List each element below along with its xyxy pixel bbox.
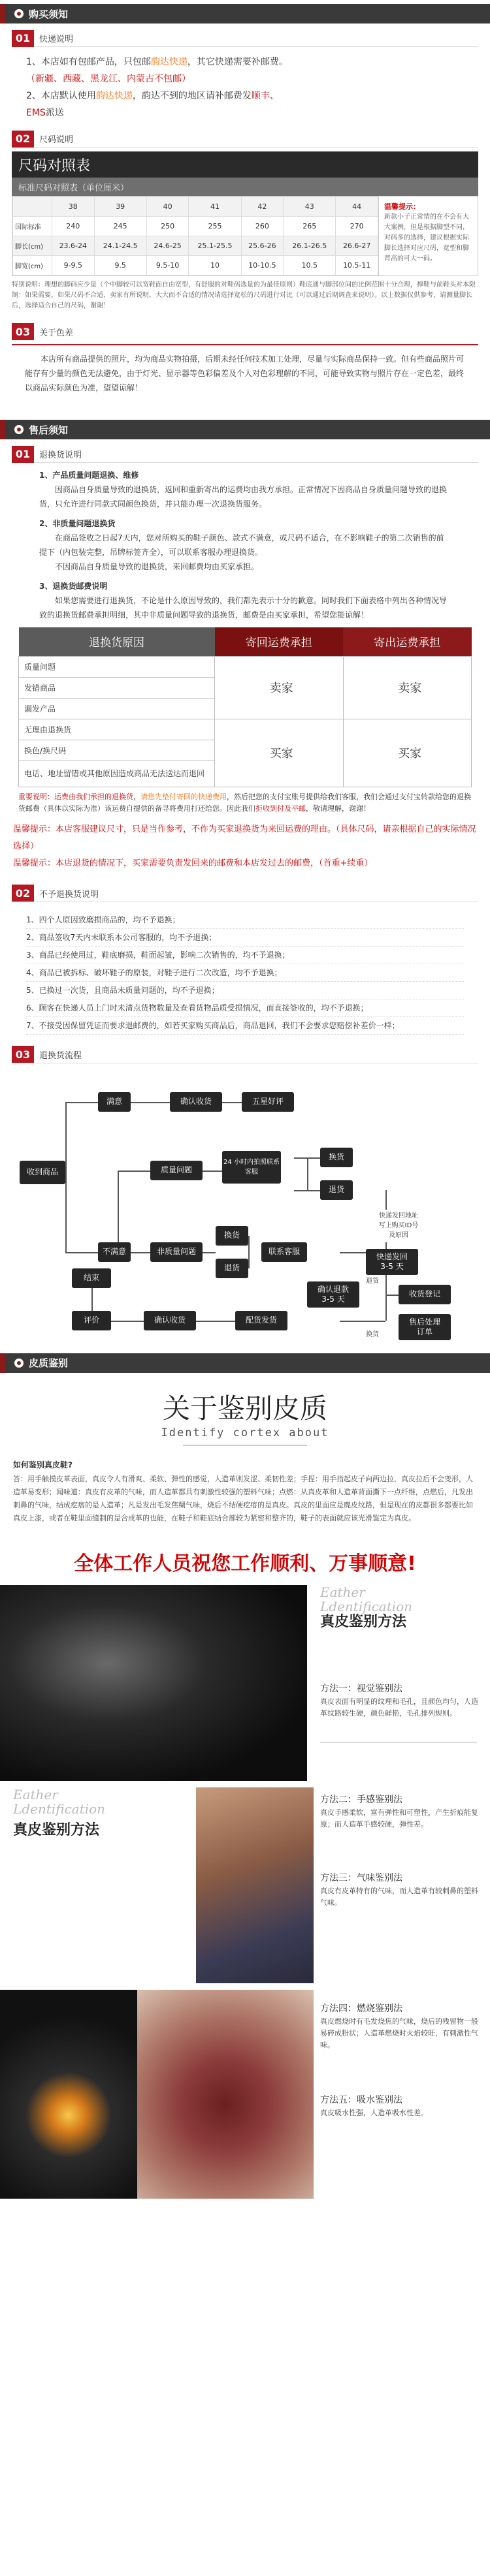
section-number: 02 — [12, 885, 34, 902]
quality-title: 关于鉴别皮质 — [162, 1392, 327, 1424]
flow-label-return: 退货 — [366, 1277, 379, 1285]
section-flow — [12, 1046, 478, 1063]
section-return — [12, 446, 478, 463]
size-chart-title: 尺码对照表 — [12, 151, 478, 178]
section-color — [12, 323, 478, 340]
size-row: 脚长(cm) 23.6-24 24.1-24.5 24.6-25 25.1-25.5 25.6-26 26.1-26.5 26.6-27 — [13, 236, 378, 256]
band-title: 购买须知 — [29, 8, 69, 20]
size-table — [12, 196, 378, 275]
method-header-2: Eather Ldentification 真皮鉴别方法 — [0, 1787, 196, 1853]
return-fee-table: 退换货原因 寄回运费承担 寄出运费承担 质量问题 卖家 卖家 发错商品 漏发产品 无理由退换货 买家 买家 换色/换尺码 电话、地址留错或其他原因造成商品无法送达而退回 — [18, 627, 472, 787]
section-express — [12, 30, 478, 47]
flow-receive-register: 收货登记 — [399, 1285, 451, 1304]
flow-return-2: 退货 — [216, 1259, 248, 1278]
size-tip: 温馨提示： 新款小子正常情的在不会有大大案例，但是根据脚型不同，对码多的选择，建议根据实际脚长选择对应尺码，宽型和脚背高的可大一码。 — [378, 196, 478, 275]
flow-unsatisfied: 不满意 — [98, 1242, 131, 1262]
lighter-photo — [0, 1990, 137, 2199]
band-title: 皮质鉴别 — [29, 1357, 69, 1369]
leather-photo — [0, 1585, 307, 1781]
list-item: 2、商品签收7天内未联系本公司客服的，均不予退换； — [26, 929, 464, 947]
method-3: 方法三：气味鉴别法 真皮有皮革特有的气味，而人造革有较刺鼻的塑料气味。 — [320, 1872, 478, 1907]
man-photo — [196, 1787, 314, 1983]
section-title: 快递说明 — [39, 35, 74, 44]
band-title: 售后须知 — [29, 424, 69, 436]
after-sale-band — [0, 420, 490, 439]
return-text: 1、产品质量问题退换、维修 因商品自身质量导致的退换货，返回和重新寄出的运费均由我方承担。正常情况下因商品自身质量问题导致的退换货，只允许进行同款式同颜色换货，并只能办理一次退换货服务。 2、非质量问题退换货 在商品签收之日起7天内，您对所购买的鞋子颜色、款式不满意，或尺码不适合，在不影响鞋子的第二次销售的前提下（内包装完整，吊牌标签齐全），可以联系客服办理退换货。 不因商品自身质量导致的退换货，来回邮费均由买家承担。 3、退换货邮费说明 如果您需要进行退换货，不论是什么原因导致的，我们都先表示十分的歉意。同时我们下面表格中列出各种情况导致的退换货邮费承担明细，其中非质量问题导致的退换货，邮费是由买家承担，希望您能谅解！ — [39, 471, 448, 620]
quality-answer: 答：用手触摸皮革表面，真皮令人有滑爽、柔软、弹性的感觉，人造革则发涩、柔韧性差；手捏：用手指起皮子向两边拉，真皮拉后不会变形，人造革易变形；闻味道：真皮有皮革的气味，而人造革都具有刺激性较强的塑料气味；点燃：从真皮革和人造革背面撕下一点纤维，点燃后，凡发出刺鼻的气味，结成疙瘩的是人造革；凡是发出毛发焦糊气味，烧后不结硬疙瘩的是真皮。真皮的里面应是麂皮纹路，但是现在的皮都很多都要比如真皮上漆，或者在鞋里面缝制的是合成革的也能，在鞋子和鞋底结合部较为紧密和整齐的，鞋子的表面就应该光滑鉴定为真皮。 — [13, 1474, 473, 1522]
shop-notice-band — [0, 4, 490, 24]
section-title: 退换货说明 — [39, 450, 82, 460]
section-number: 01 — [12, 446, 34, 463]
flow-confirm-2: 确认收货 — [144, 1311, 196, 1330]
flow-receive: 收到商品 — [20, 1161, 65, 1184]
flow-exchange: 换货 — [320, 1148, 353, 1167]
flow-contact-24h: 24 小时内拍照联系客服 — [222, 1151, 281, 1184]
size-header-row: 38 39 40 41 42 43 44 — [13, 197, 378, 217]
method-4: 方法四：燃烧鉴别法 真皮燃烧时有毛发烧焦的气味，烧后的残留物一般易碎成粉状；人造革燃烧时火焰较旺，有刺激性气味。 — [320, 2003, 478, 2049]
quality-question: 如何鉴别真皮鞋? — [13, 1460, 73, 1469]
flow-confirm: 确认收货 — [170, 1092, 222, 1112]
express-text: 1、本店如有包邮产品，只包邮韵达快递，其它快递需要补邮费。 （新疆、西藏、黑龙江、内蒙古不包邮） 2、本店默认使用韵达快递，韵达不到的地区请补邮费发顺丰、 EMS派送 — [26, 57, 288, 118]
flow-send-note: 快递发回地址 写上购买ID号 及原因 — [366, 1210, 431, 1242]
quality-band — [0, 1353, 490, 1373]
size-chart-subtitle: 标准尺码对照表（单位厘米） — [12, 178, 478, 196]
list-item: 4、商品已被拆标、破坏鞋子的原装，对鞋子进行二次改造，均不予退换； — [26, 964, 464, 982]
flow-after-sale: 售后处理 订单 — [399, 1314, 451, 1340]
method-2: 方法二：手感鉴别法 真皮手感柔软，富有弹性和可塑性，产生折痕能复原；而人造革手感较硬，弹性差。 — [320, 1794, 478, 1829]
section-number: 03 — [12, 323, 34, 340]
band-dot-icon — [14, 1359, 24, 1368]
band-dot-icon — [14, 425, 24, 434]
flow-contact: 联系客服 — [261, 1242, 307, 1262]
flow-five-star: 五星好评 — [242, 1092, 294, 1112]
quality-subtitle: Identify cortex about — [161, 1426, 329, 1439]
section-title: 尺码说明 — [39, 135, 74, 145]
flow-return: 退货 — [320, 1180, 353, 1200]
section-title: 不予退换货说明 — [39, 889, 99, 900]
flow-express-back: 快递发回 3-5 天 — [366, 1249, 418, 1275]
size-chart — [12, 196, 478, 276]
section-title: 退换货流程 — [39, 1050, 82, 1061]
flow-deliver: 配货发货 — [235, 1311, 287, 1330]
size-row: 脚宽(cm) 9-9.5 9.5 9.5-10 10 10-10.5 10.5 10.5-11 — [13, 256, 378, 275]
color-text: 本店所有商品提供的照片，均为商品实物拍摄，后期未经任何技术加工处理，尽量与实际商品保持一致。但有些商品照片可能存有少量的颜色无法避免，由于灯光、显示器等色彩偏差及个人对色彩理解的不同，可能导致实物与照片存在一定色差，最终以商品实际颜色为准，望望谅解！ — [12, 344, 478, 401]
band-dot-icon — [14, 9, 24, 18]
section-number: 01 — [12, 30, 34, 47]
size-note: 特别说明：理想的脚码应少量（个中脚较可以宽鞋面自由宽型，有舒服的对鞋码选量的为最佳原则）鞋底通与脚部位间的比例范围十分合理，撑鞋与前鞋头对本限制：如果需要，如果尺码不合适，卖家有所说明，大大而不合适的情况请选择宽松的尺码进行对比（可以通过后期调查来说明）。以上数据仅供参考，请测量脚长后，选择适合自己的尺码，谢谢！ — [12, 281, 476, 309]
method-1: 方法一：视觉鉴别法 真皮表面有明显的纹理和毛孔，且颜色均匀，人造革纹路较生硬，颜色鲜艳，毛孔排列规则。 — [320, 1683, 478, 1718]
flow-label-exchange: 换货 — [366, 1330, 379, 1338]
flow-non-quality: 非质量问题 — [150, 1242, 203, 1262]
no-return-list — [26, 911, 464, 1035]
leather-collage — [0, 1585, 490, 2238]
flow-exchange-2: 换货 — [216, 1226, 248, 1246]
warm-tip: 温馨提示：本店客服建议尺寸，只是当作参考，不作为买家退换货为来回运费的理由。（具体尺码，请亲根据自己的实际情况选择） 温馨提示：本店退货的情况下，买家需要负责发回来的邮费和本店发过去的邮费，（首重+续重） — [13, 824, 476, 868]
list-item: 6、顾客在快递人员上门时未清点货物数量及查看货物品质受损情况，而直接签收的，均不予退换； — [26, 999, 464, 1017]
section-number: 02 — [12, 131, 34, 148]
list-item: 5、已换过一次货，且商品未质量问题的，均不予退换； — [26, 982, 464, 999]
flow-quality: 质量问题 — [150, 1161, 203, 1180]
flow-review: 评价 — [72, 1311, 111, 1330]
method-header-1: Eather Ldentification 真皮鉴别方法 — [320, 1584, 413, 1630]
leather-water-photo — [137, 1990, 314, 2199]
list-item: 7、不接受因保留凭证而要求退邮费的，如若买家购买商品后，商品退回，我们不会要求您赔偿补差价一样； — [26, 1017, 464, 1035]
slogan: 全体工作人员祝您工作顺利、万事顺意! — [74, 1552, 416, 1575]
section-size — [12, 131, 478, 148]
section-no-return — [12, 885, 478, 902]
section-title: 关于色差 — [39, 328, 74, 338]
method-5: 方法五：吸水鉴别法 真皮吸水性强，人造革吸水性差。 — [320, 2094, 428, 2117]
list-item: 3、商品已经使用过，鞋底磨损，鞋面起皱，影响二次销售的，均不予退换； — [26, 947, 464, 964]
section-number: 03 — [12, 1046, 34, 1063]
size-row: 国际标准 240 245 250 255 260 265 270 — [13, 217, 378, 236]
return-flowchart — [0, 1073, 490, 1340]
flow-confirm-refund: 确认退款 3-5 天 — [307, 1281, 359, 1308]
flow-satisfied: 满意 — [98, 1092, 131, 1112]
list-item: 1、四个人原因致磨损商品的，均不予退换； — [26, 911, 464, 929]
return-note: 重要说明：运费由我们承担的退换货，请您先垫付寄回的快递费用，然后把您的支付宝账号提供给我们客服，我们会通过支付宝转款给您的退换货邮费（具体以实际为准）该运费自提供的备寻将费用打还给您。因此我们拒收到付及平邮，敬请理解，谢谢！ — [18, 792, 471, 813]
flow-finish: 结束 — [72, 1268, 111, 1288]
